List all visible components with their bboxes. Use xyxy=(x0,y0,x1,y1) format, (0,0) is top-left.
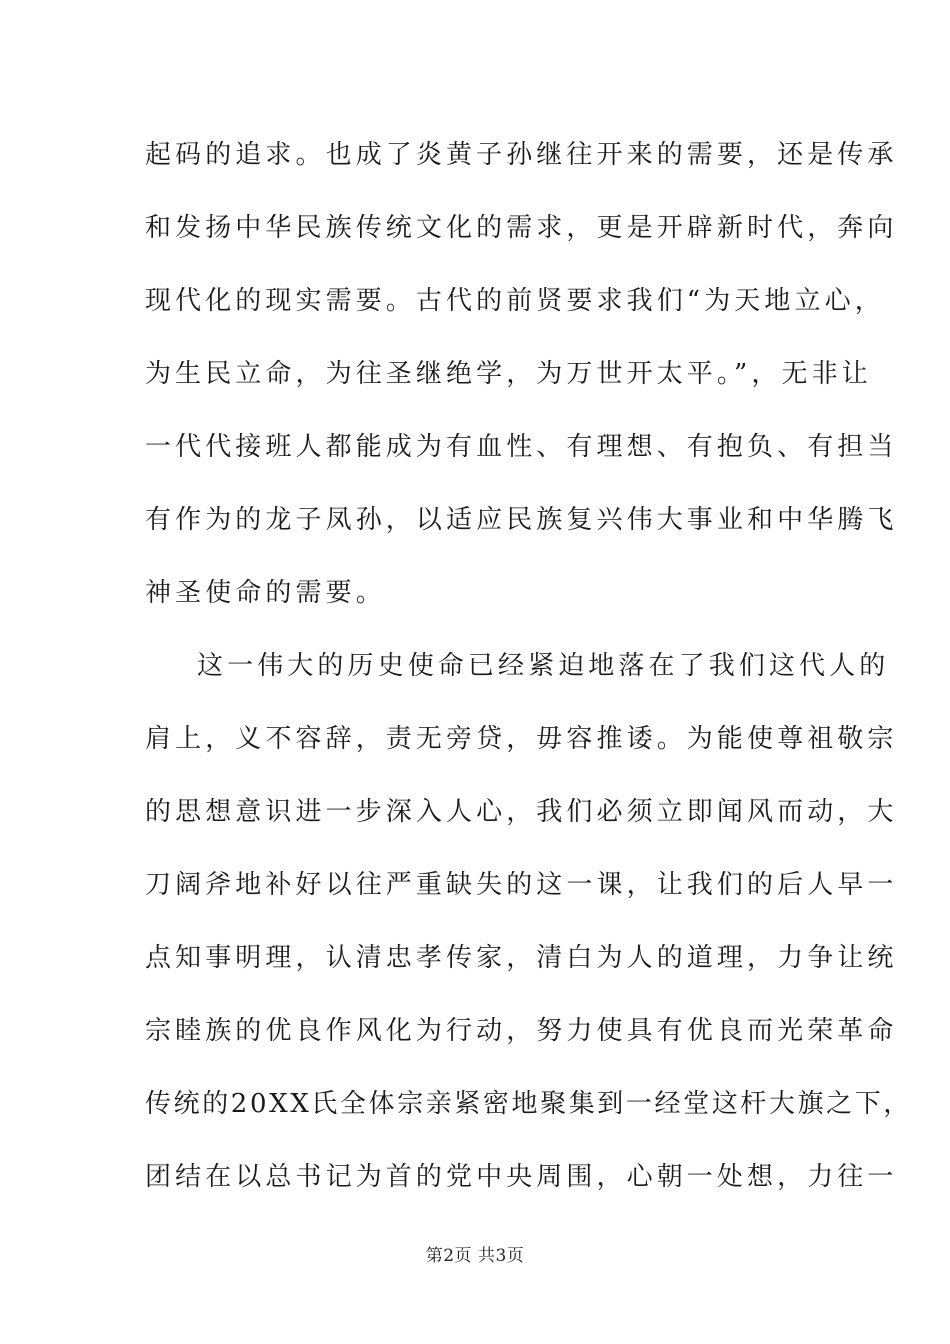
text-line: 和发扬中华民族传统文化的需求，更是开辟新时代，奔向 xyxy=(145,213,898,243)
text-line: 起码的追求。也成了炎黄子孙继往开来的需要，还是传承 xyxy=(145,140,898,170)
text-line: 点知事明理，认清忠孝传家，清白为人的道理，力争让统 xyxy=(145,943,898,973)
text-line: 一代代接班人都能成为有血性、有理想、有抱负、有担当 xyxy=(145,432,898,462)
text-line: 肩上，义不容辞，责无旁贷，毋容推诿。为能使尊祖敬宗 xyxy=(145,724,898,754)
page-footer: 第2页 共3页 xyxy=(425,1246,525,1266)
text-line: 传统的20XX氏全体宗亲紧密地聚集到一经堂这杆大旗之下， xyxy=(145,1089,912,1119)
text-line: 有作为的龙子凤孙，以适应民族复兴伟大事业和中华腾飞 xyxy=(145,505,898,535)
text-line: 神圣使命的需要。 xyxy=(145,578,386,608)
text-line: 刀阔斧地补好以往严重缺失的这一课，让我们的后人早一 xyxy=(145,870,898,900)
text-line: 的思想意识进一步深入人心，我们必须立即闻风而动，大 xyxy=(145,797,898,827)
text-line: 团结在以总书记为首的党中央周围，心朝一处想，力往一 xyxy=(145,1162,898,1192)
text-line: 宗睦族的优良作风化为行动，努力使具有优良而光荣革命 xyxy=(145,1016,898,1046)
paragraph-first-line: 这一伟大的历史使命已经紧迫地落在了我们这代人的 xyxy=(197,651,890,681)
text-line: 为生民立命，为往圣继绝学，为万世开太平。”，无非让 xyxy=(145,359,872,389)
text-line: 现代化的现实需要。古代的前贤要求我们“为天地立心， xyxy=(145,286,885,316)
